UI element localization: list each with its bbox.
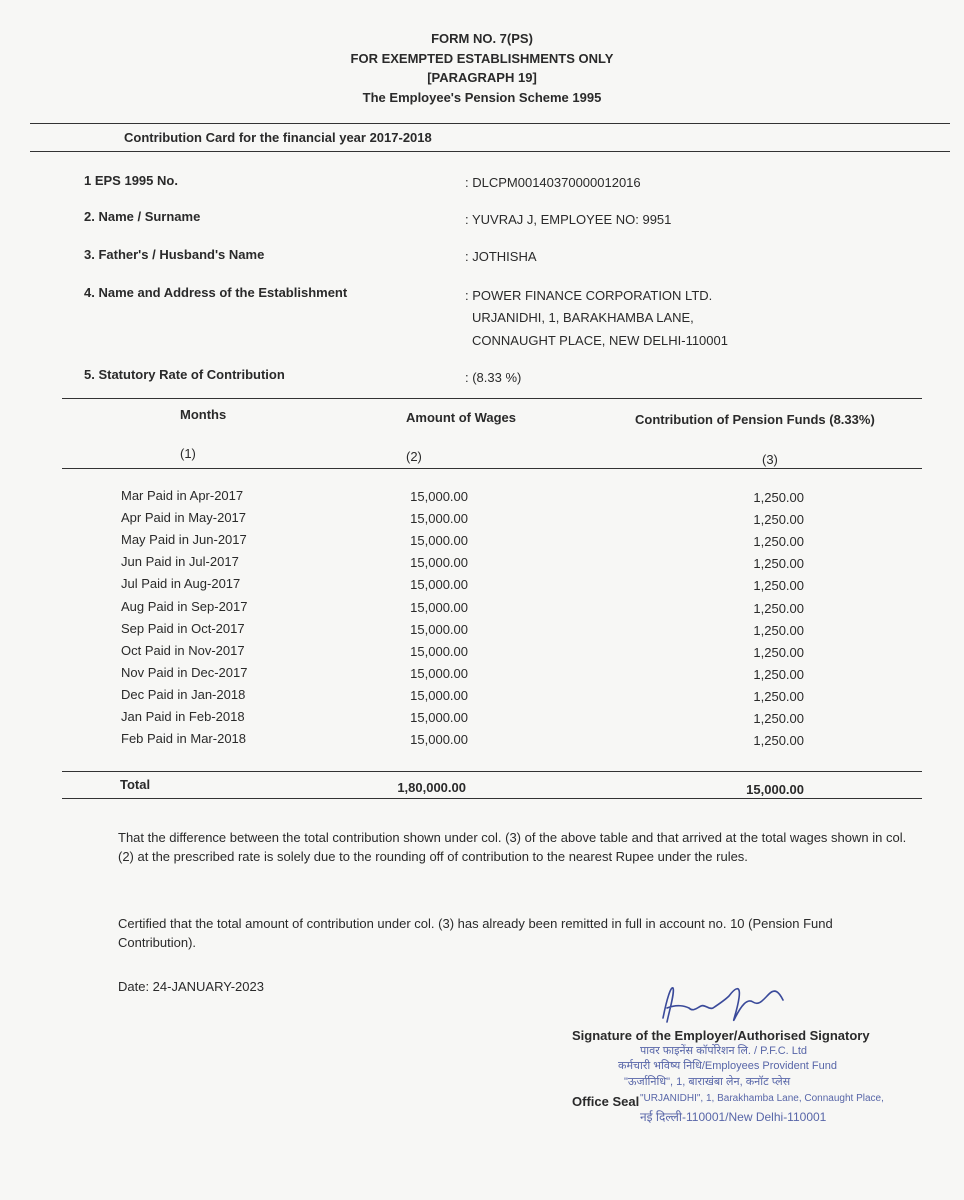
table-cell-wages: 15,000.00	[410, 622, 468, 637]
office-seal-label: Office Seal	[572, 1094, 640, 1109]
table-cell-month: Nov Paid in Dec-2017	[121, 665, 248, 680]
total-wages: 1,80,000.00	[397, 780, 466, 795]
table-cell-month: Jul Paid in Aug-2017	[121, 576, 241, 591]
table-cell-contribution: 1,250.00	[753, 645, 804, 660]
col-header-contribution: Contribution of Pension Funds (8.33%)	[635, 412, 875, 427]
table-cell-month: Sep Paid in Oct-2017	[121, 621, 245, 636]
table-cell-month: Apr Paid in May-2017	[121, 510, 247, 525]
field-label-name: 2. Name / Surname	[84, 209, 201, 224]
col-header-months: Months	[180, 407, 227, 422]
address-line-2: CONNAUGHT PLACE, NEW DELHI-110001	[472, 333, 728, 348]
col-number-2: (2)	[406, 449, 422, 464]
table-cell-wages: 15,000.00	[410, 732, 468, 747]
table-top-rule	[62, 398, 922, 399]
table-cell-contribution: 1,250.00	[753, 534, 804, 549]
table-cell-contribution: 1,250.00	[753, 711, 804, 726]
table-cell-wages: 15,000.00	[410, 489, 468, 504]
table-cell-month: Feb Paid in Mar-2018	[121, 731, 247, 746]
table-cell-contribution: 1,250.00	[753, 667, 804, 682]
divider	[30, 123, 950, 124]
table-cell-month: Oct Paid in Nov-2017	[121, 643, 245, 658]
form-number: FORM NO. 7(PS)	[431, 31, 533, 46]
table-cell-wages: 15,000.00	[410, 555, 468, 570]
stamp-line-4: "URJANIDHI", 1, Barakhamba Lane, Connaught Place,	[640, 1093, 884, 1104]
stamp-line-3: "ऊर्जानिधि", 1, बाराखंबा लेन, कनॉट प्लेस	[624, 1076, 791, 1088]
table-cell-contribution: 1,250.00	[753, 623, 804, 638]
field-label-father-name: 3. Father's / Husband's Name	[84, 247, 265, 262]
field-value-name: : YUVRAJ J, EMPLOYEE NO: 9951	[465, 212, 672, 227]
table-cell-month: Dec Paid in Jan-2018	[121, 687, 246, 702]
table-cell-wages: 15,000.00	[410, 688, 468, 703]
field-value-rate: : (8.33 %)	[465, 370, 522, 385]
issue-date: Date: 24-JANUARY-2023	[118, 979, 264, 994]
table-cell-contribution: 1,250.00	[753, 689, 804, 704]
table-cell-contribution: 1,250.00	[753, 578, 804, 593]
table-cell-month: May Paid in Jun-2017	[121, 532, 247, 547]
total-bottom-rule	[62, 798, 922, 799]
table-cell-contribution: 1,250.00	[753, 556, 804, 571]
total-top-rule	[62, 771, 922, 772]
table-header-rule	[62, 468, 922, 469]
field-label-rate: 5. Statutory Rate of Contribution	[84, 367, 285, 382]
field-label-eps-no: 1 EPS 1995 No.	[84, 173, 178, 188]
total-contribution: 15,000.00	[746, 782, 804, 797]
table-cell-wages: 15,000.00	[410, 600, 468, 615]
table-cell-wages: 15,000.00	[410, 577, 468, 592]
table-cell-month: Aug Paid in Sep-2017	[121, 599, 248, 614]
table-cell-month: Jun Paid in Jul-2017	[121, 554, 239, 569]
field-label-establishment: 4. Name and Address of the Establishment	[84, 285, 348, 300]
scheme-name: The Employee's Pension Scheme 1995	[362, 90, 602, 105]
form-subtitle: FOR EXEMPTED ESTABLISHMENTS ONLY	[350, 51, 614, 66]
certification-statement: Certified that the total amount of contribution under col. (3) has already been remitted in full in account no. 10 (Pension Fund Contribution).	[118, 916, 833, 950]
signature-label: Signature of the Employer/Authorised Signatory	[572, 1028, 870, 1043]
total-label: Total	[120, 777, 151, 792]
form-paragraph: [PARAGRAPH 19]	[427, 70, 537, 85]
table-cell-month: Mar Paid in Apr-2017	[121, 488, 244, 503]
field-value-father-name: : JOTHISHA	[465, 249, 537, 264]
rounding-statement: That the difference between the total contribution shown under col. (3) of the above table and that arrived at the total wages shown in col. (2) at the prescribed rate is solely due to the rounding off of contribution to the nearest Rupee under the rules.	[118, 830, 907, 864]
address-line-1: URJANIDHI, 1, BARAKHAMBA LANE,	[472, 310, 694, 325]
stamp-line-1: पावर फाइनेंस कॉर्पोरेशन लि. / P.F.C. Ltd	[640, 1045, 808, 1057]
table-cell-contribution: 1,250.00	[753, 733, 804, 748]
table-cell-contribution: 1,250.00	[753, 512, 804, 527]
table-cell-month: Jan Paid in Feb-2018	[121, 709, 245, 724]
table-cell-wages: 15,000.00	[410, 666, 468, 681]
divider	[30, 151, 950, 152]
table-cell-contribution: 1,250.00	[753, 601, 804, 616]
table-cell-wages: 15,000.00	[410, 533, 468, 548]
col-header-wages: Amount of Wages	[406, 410, 517, 425]
stamp-line-2: कर्मचारी भविष्य निधि/Employees Provident Fund	[618, 1060, 837, 1072]
col-number-1: (1)	[180, 446, 196, 461]
field-value-eps-no: : DLCPM00140370000012016	[465, 175, 641, 190]
table-cell-wages: 15,000.00	[410, 644, 468, 659]
stamp-line-5: नई दिल्ली-110001/New Delhi-110001	[640, 1110, 827, 1124]
table-cell-wages: 15,000.00	[410, 710, 468, 725]
card-title: Contribution Card for the financial year 2017-2018	[124, 130, 432, 145]
col-number-3: (3)	[762, 452, 778, 467]
table-cell-contribution: 1,250.00	[753, 490, 804, 505]
table-cell-wages: 15,000.00	[410, 511, 468, 526]
field-value-establishment: : POWER FINANCE CORPORATION LTD.	[465, 288, 713, 303]
